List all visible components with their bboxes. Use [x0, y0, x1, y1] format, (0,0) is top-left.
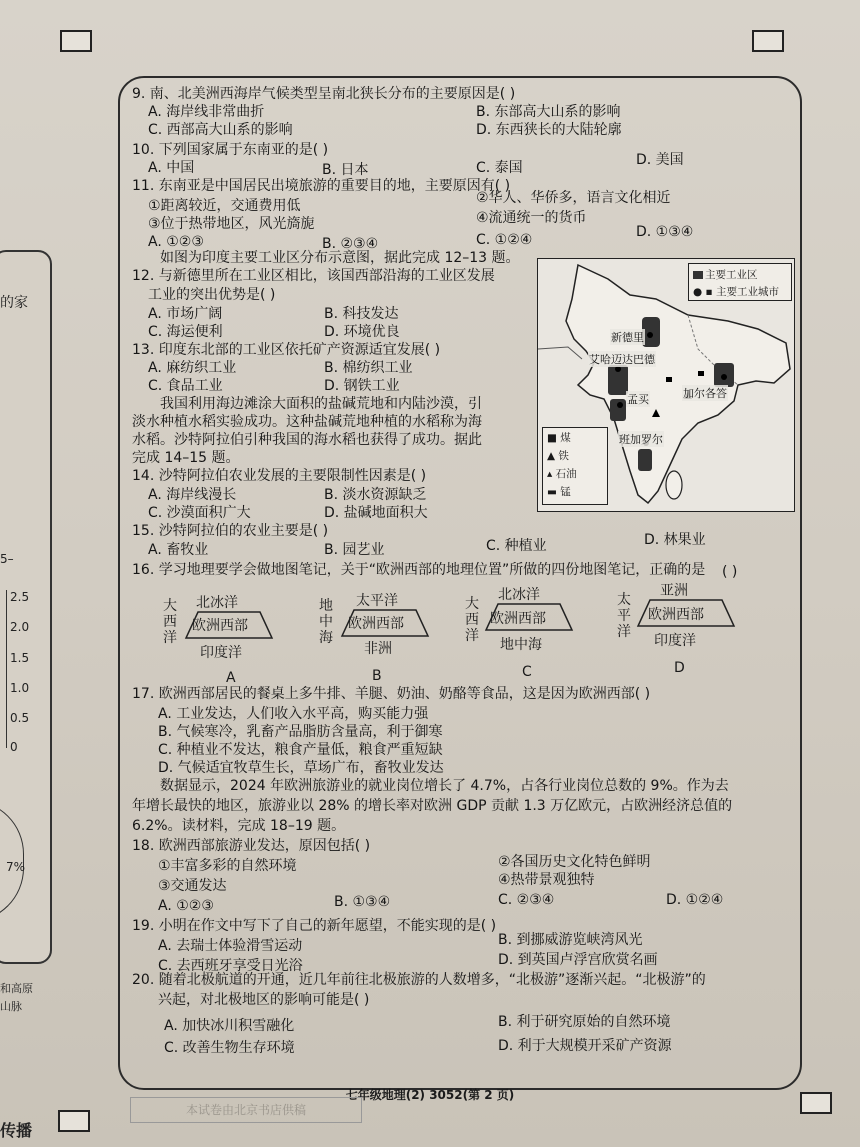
fragment-chart-axis [6, 590, 7, 748]
question-20-option-c: C. 改善生物生存环境 [164, 1040, 295, 1056]
question-11-stem: 11. 东南亚是中国居民出境旅游的重要目的地，主要原因有( ) [132, 178, 511, 194]
question-18-option-d: D. ①②④ [666, 892, 724, 908]
question-18-item: ④热带景观独特 [498, 872, 595, 888]
question-19-option-b: B. 到挪威游览峡湾风光 [498, 932, 643, 948]
resource-manganese: ▬ 锰 [547, 486, 571, 498]
question-12-stem: 12. 与新德里所在工业区相比，该国西部沿海的工业区发展 [132, 268, 495, 284]
passage-14-line: 水稻。沙特阿拉伯引种我国的海水稻也获得了成功。据此 [132, 432, 482, 448]
question-11-option-d: D. ①③④ [636, 224, 694, 240]
note-a-letter: A [226, 670, 236, 686]
question-12-option-a: A. 市场广阔 [148, 306, 223, 322]
city-label-ahmedabad: 艾哈迈达巴德 [589, 353, 655, 366]
question-17-option-d: D. 气候适宜牧草生长，草场广布，畜牧业发达 [158, 760, 444, 776]
question-10-option-d: D. 美国 [636, 152, 684, 168]
question-10-option-c: C. 泰国 [476, 160, 523, 176]
registration-mark [752, 30, 784, 52]
question-15-option-a: A. 畜牧业 [148, 542, 209, 558]
note-a-mid: 欧洲西部 [192, 618, 248, 634]
question-9-option-a: A. 海岸线非常曲折 [148, 104, 265, 120]
question-20-option-d: D. 利于大规模开采矿产资源 [498, 1038, 672, 1054]
india-industry-map [537, 258, 795, 512]
note-d-bottom: 印度洋 [654, 633, 696, 649]
question-17-stem: 17. 欧洲西部居民的餐桌上多牛排、羊腿、奶油、奶酪等食品，这是因为欧洲西部( ) [132, 686, 651, 702]
question-11-item: ④流通统一的货币 [476, 210, 587, 226]
resource-legend [542, 427, 608, 505]
question-12-option-d: D. 环境优良 [324, 324, 400, 340]
question-14-stem: 14. 沙特阿拉伯农业发展的主要限制性因素是( ) [132, 468, 427, 484]
question-18-option-c: C. ②③④ [498, 892, 555, 908]
passage-18-line: 数据显示，2024 年欧洲旅游业的就业岗位增长了 4.7%，占各行业岗位总数的 9%。作为去 [160, 778, 729, 794]
question-10-option-a: A. 中国 [148, 160, 195, 176]
question-14-option-d: D. 盐碱地面积大 [324, 505, 428, 521]
passage-14-line: 完成 14–15 题。 [132, 450, 240, 466]
faint-stamp: 本试卷由北京书店供稿 [130, 1097, 362, 1123]
axis-tick-label: 0 [10, 740, 18, 754]
question-19-option-c: C. 去西班牙享受日光浴 [158, 958, 303, 974]
note-c-side: 大西洋 [465, 596, 479, 644]
question-15-option-c: C. 种植业 [486, 538, 547, 554]
question-18-stem: 18. 欧洲西部旅游业发达，原因包括( ) [132, 838, 371, 854]
question-16-answer-blank: ( ) [722, 564, 738, 580]
legend-industrial-city: 主要工业城市 [715, 286, 779, 298]
question-15-option-b: B. 园艺业 [324, 542, 385, 558]
resource-oil: ▴ 石油 [547, 468, 577, 480]
question-10-stem: 10. 下列国家属于东南亚的是( ) [132, 142, 329, 158]
question-10-option-b: B. 日本 [322, 162, 369, 178]
fragment-text: 传播 [0, 1121, 33, 1140]
axis-tick-label: 2.0 [10, 620, 30, 634]
question-20-stem-cont: 兴起，对北极地区的影响可能是( ) [158, 992, 370, 1008]
question-14-option-a: A. 海岸线漫长 [148, 487, 237, 503]
question-20-option-b: B. 利于研究原始的自然环境 [498, 1014, 671, 1030]
question-9-option-d: D. 东西狭长的大陆轮廓 [476, 122, 622, 138]
question-20-option-a: A. 加快冰川积雪融化 [164, 1018, 295, 1034]
city-label-bangalore: 班加罗尔 [619, 433, 663, 446]
note-c-top: 北冰洋 [498, 587, 540, 603]
question-18-item: ①丰富多彩的自然环境 [158, 858, 297, 874]
question-15-stem: 15. 沙特阿拉伯的农业主要是( ) [132, 523, 329, 539]
resource-coal: ■ 煤 [547, 432, 571, 444]
passage-14-line: 我国利用海边滩涂大面积的盐碱荒地和内陆沙漠，引 [160, 396, 482, 412]
registration-mark [60, 30, 92, 52]
legend-swatch [693, 271, 703, 279]
fragment-text: 7% [6, 860, 26, 874]
question-20-stem: 20. 随着北极航道的开通，近几年前往北极旅游的人数增多，“北极游”逐渐兴起。“北极游”的 [132, 972, 706, 988]
passage-14-line: 淡水种植水稻实验成功。这种盐碱荒地种植的水稻称为海 [132, 414, 482, 430]
axis-tick-label: 2.5 [10, 590, 30, 604]
question-19-option-d: D. 到英国卢浮宫欣赏名画 [498, 952, 658, 968]
note-c-mid: 欧洲西部 [490, 611, 546, 627]
note-b-side: 地中海 [319, 598, 333, 646]
question-11-item: ①距离较近，交通费用低 [148, 198, 301, 214]
map-legend [688, 263, 792, 301]
question-11-option-c: C. ①②④ [476, 232, 533, 248]
note-d-top: 亚洲 [660, 583, 688, 599]
question-15-option-d: D. 林果业 [644, 532, 706, 548]
question-14-option-b: B. 淡水资源缺乏 [324, 487, 427, 503]
note-a-bottom: 印度洋 [200, 645, 242, 661]
note-c-bottom: 地中海 [500, 637, 542, 653]
note-b-bottom: 非洲 [364, 641, 392, 657]
question-13-stem: 13. 印度东北部的工业区依托矿产资源适宜发展( ) [132, 342, 441, 358]
question-9-option-c: C. 西部高大山系的影响 [148, 122, 293, 138]
question-14-option-c: C. 沙漠面积广大 [148, 505, 251, 521]
question-18-item: ③交通发达 [158, 878, 227, 894]
note-b-mid: 欧洲西部 [348, 616, 404, 632]
passage-18-line: 年增长最快的地区，旅游业以 28% 的增长率对欧洲 GDP 贡献 1.3 万亿欧元，占欧洲经济总值的 [132, 798, 733, 814]
note-d-side: 太平洋 [617, 592, 631, 640]
question-11-item: ②华人、华侨多，语言文化相近 [476, 190, 671, 206]
page-footer: 七年级地理(2) 3052(第 2 页) [345, 1088, 515, 1102]
question-18-option-b: B. ①③④ [334, 894, 391, 910]
note-a-top: 北冰洋 [196, 595, 238, 611]
passage-intro-12: 如图为印度主要工业区分布示意图，据此完成 12–13 题。 [160, 250, 520, 266]
question-18-option-a: A. ①②③ [158, 898, 214, 914]
city-label-new-delhi: 新德里 [611, 331, 644, 344]
city-label-mumbai: 孟买 [627, 393, 649, 406]
question-13-option-d: D. 钢铁工业 [324, 378, 400, 394]
question-13-option-a: A. 麻纺织工业 [148, 360, 237, 376]
fragment-text: 山脉 [0, 1000, 22, 1013]
question-11-option-a: A. ①②③ [148, 234, 204, 250]
question-19-option-a: A. 去瑞士体验滑雪运动 [158, 938, 303, 954]
question-19-stem: 19. 小明在作文中写下了自己的新年愿望，不能实现的是( ) [132, 918, 497, 934]
axis-tick-label: 1.5 [10, 651, 30, 665]
question-9-option-b: B. 东部高大山系的影响 [476, 104, 621, 120]
axis-tick-label: 0.5 [10, 711, 30, 725]
registration-mark [58, 1110, 90, 1132]
question-17-option-b: B. 气候寒冷，乳畜产品脂肪含量高，利于御寒 [158, 724, 443, 740]
resource-iron: ▲ 铁 [547, 450, 569, 462]
note-d-mid: 欧洲西部 [648, 607, 704, 623]
note-d-letter: D [674, 660, 685, 676]
question-13-option-c: C. 食品工业 [148, 378, 223, 394]
question-12-option-c: C. 海运便利 [148, 324, 223, 340]
fragment-text: 和高原 [0, 982, 33, 995]
legend-dot: ● ▪ [693, 286, 716, 298]
legend-industrial-zone: 主要工业区 [705, 269, 758, 281]
city-label-kolkata: 加尔各答 [683, 387, 727, 400]
note-c-letter: C [522, 664, 532, 680]
question-17-option-a: A. 工业发达，人们收入水平高，购买能力强 [158, 706, 429, 722]
question-12-stem-cont: 工业的突出优势是( ) [148, 287, 276, 303]
axis-tick-label: 1.0 [10, 681, 30, 695]
note-b-letter: B [372, 668, 382, 684]
note-b-top: 太平洋 [356, 593, 398, 609]
question-9-stem: 9. 南、北美洲西海岸气候类型呈南北狭长分布的主要原因是( ) [132, 86, 516, 102]
question-18-item: ②各国历史文化特色鲜明 [498, 854, 651, 870]
question-16-stem: 16. 学习地理要学会做地图笔记，关于“欧洲西部的地理位置”所做的四份地图笔记，正确的是 [132, 562, 706, 578]
note-a-side: 大西洋 [163, 598, 177, 646]
fragment-text: 的家 [0, 295, 28, 311]
question-12-option-b: B. 科技发达 [324, 306, 399, 322]
fragment-text: 5– [0, 552, 14, 566]
question-17-option-c: C. 种植业不发达，粮食产量低，粮食严重短缺 [158, 742, 443, 758]
passage-18-line: 6.2%。读材料，完成 18–19 题。 [132, 818, 346, 834]
question-11-option-b: B. ②③④ [322, 236, 379, 252]
question-13-option-b: B. 棉纺织工业 [324, 360, 413, 376]
question-11-item: ③位于热带地区，风光旖旎 [148, 216, 315, 232]
